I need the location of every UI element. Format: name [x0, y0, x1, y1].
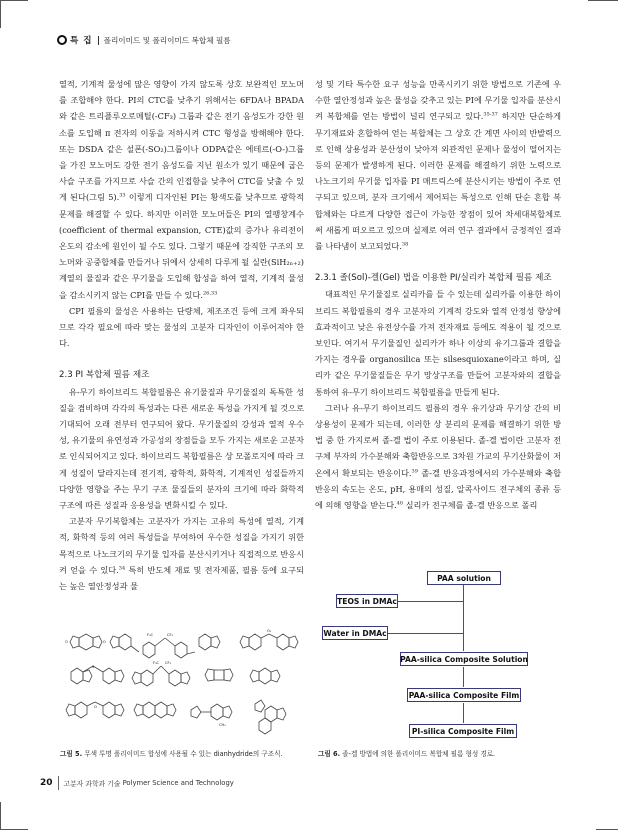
section-label: 특 집: [70, 36, 93, 46]
cf3-label: F₃C: [147, 633, 154, 637]
oxygen-label: O: [65, 640, 68, 644]
structure-dsda: [240, 634, 298, 650]
cf3-label: CF₃: [167, 633, 174, 637]
crop-mark-top-left: [0, 0, 1, 28]
sulfur-label: S: [92, 665, 95, 669]
figure-5-caption: 그림 5. 무색 투명 폴리이미드 합성에 사용될 수 있는 dianhydride의 구조식.: [60, 750, 283, 758]
sulfonyl-label: O₂: [267, 629, 272, 633]
flow-line: [463, 667, 464, 687]
citation: 39: [411, 467, 418, 474]
journal-title-korean: 고분자 과학과 기술: [63, 780, 121, 788]
left-column: [59, 76, 304, 594]
oxygen-label: O: [94, 705, 97, 709]
main-flow-line: [463, 585, 464, 651]
structure-6fda-bpada: [110, 634, 220, 658]
node-paa-solution: PAA solution: [427, 571, 501, 585]
teos-arrow: [398, 601, 463, 602]
oxygen-label: O: [103, 640, 106, 644]
paragraph: 고분자 무기복합체는 고분자가 가지는 고유의 특성에 열적, 기계적, 화학적 등의 여러 특성들을 부여하여 우수한 성질을 가지기 위한 목적으로 나노크기의 무기물 입자를 분산시키거나 직접적으로 반응시켜 얻을 수 있다.$^{34}$ 특히 반도체 재료 및 전자제품, 필름 등에 요구되는 높은 열안정성과 물: [59, 516, 304, 592]
paragraph: 대표적인 무기물질로 실리카를 들 수 있는데 실리카를 이용한 하이브리드 복합필름의 경우 고분자의 기계적 강도와 열적 안정성 향상에 효과적이고 낮은 유전상수를 가져 전자재료 등에도 적용이 될 것으로 보인다. 여기서 무기물질인 실리카가 하나 이상의 유기그룹과 결합을 가지는 경우를 organosilica 또는 silsesquioxane이라고 하며, 실리카 같은 무기물질들은 무기 망상구조를 만들어 고분자와의 결합을 통하여 유-무기 하이브리드 복합필름을 만들게 된다.: [315, 289, 561, 397]
paragraph: 열적, 기계적 물성에 많은 영향이 가지 않도록 상호 보완적인 모노머를 조합해야 한다. PI의 CTC를 낮추기 위해서는 6FDA나 BPADA와 같은 트리플루오로메틸(-CF₃) 그룹과 같은 전기 음성도가 강한 원소를 도입해 π 전자의 이동을 저하시켜 CTC 형성을 방해해야 한다. 또는 DSDA 같은 설폰(-SO₂)그룹이나 ODPA같은 에테르(-O-)그룹을 가진 모노머도 강한 전기 음성도를 지닌 원소가 있기 때문에 굽은 사슬 구조를 가지므로 사슬 간의 인접함을 낮추어 CTC를 낮출 수 있게 된다(그림 5).$^{33}$ 이렇게 디자인된 PI는 황색도를 낮추므로 광학적 문제를 해결할 수 있다. 하지만 이러한 모노머들은 PI의 열팽창계수(coefficient of thermal expansion, CTE)값의 증가나 유리전이온도의 감소에 원인이 될 수도 있다. 그렇기 때문에 강직한 구조의 모노머와 공중합체를 만들거나 뒤에서 상세히 다루게 될 실란(SiH₂ₙ₊₂) 계열의 물질과 같은 무기물을 도입해 합성을 하여 열적, 기계적 물성을 감소시키지 않는 CPI를 만들 수 있다.$^{26,33}$: [59, 79, 304, 300]
section-marker-icon: [57, 35, 67, 45]
figure-5: [59, 622, 309, 760]
figure-6-flowchart: [323, 568, 580, 758]
water-arrow: [388, 633, 463, 634]
citation: 26,33: [202, 289, 218, 296]
methyl-label: CH₃: [219, 723, 226, 727]
node-pi-silica-composite-film: PI-silica Composite Film: [409, 724, 517, 738]
crop-mark-top-left-h: [0, 0, 28, 1]
structure-pmda: [70, 634, 102, 650]
node-water-in-dmac: Water in DMAc: [322, 626, 388, 640]
dianhydride-structures-diagram: [59, 622, 309, 746]
paragraph: 그러나 유-무기 하이브리드 필름의 경우 유기상과 무기상 간의 비상용성이 문제가 되는데, 이러한 상 분리의 문제를 해결하기 위한 방법 중 한 가지로써 졸-겔 법이 주로 이용된다. 졸-겔 법이란 고분자 전구체 부자의 가수분해와 축합반응으로 3차원 가교의 무기산화물이 저온에서 확보되는 반응이다.$^{39}$ 졸-겔 반응과정에서의 가수분해와 축합반응의 속도는 온도, pH, 용매의 성질, 알콕사이드 전구체의 종류 등에 의해 영향을 받는다.$^{40}$ 실리카 전구체를 졸-겔 반응으로 폴리: [315, 402, 561, 511]
header-divider: [98, 36, 99, 45]
citation: 38: [401, 241, 409, 248]
subsection-heading: 2.3.1 졸(Sol)-겔(Gel) 법을 이용한 PI/실리카 복합체 필름 제조: [315, 273, 552, 284]
paragraph: 성 및 기타 특수한 요구 성능을 만족시키기 위한 방법으로 기존에 우수한 열안정성과 높은 물성을 갖추고 있는 PI에 무기물 입자를 분산시켜 복합체를 얻는 방법이 널리 연구되고 있다.$^{35-37}$ 하지만 단순하게 무기재료와 혼합하여 얻는 복합체는 그 상호 간 계면 사이의 반발력으로 인해 상용성과 분산성이 낮아져 외관적인 문제나 물성이 떨어지는 등의 문제가 발생하게 된다. 이러한 문제를 해결하기 위한 노력으로 나노크기의 무기물 입자를 PI 매트릭스에 분산시키는 방법이 주로 연구되고 있으며, 분자 크기에서 제어되는 특성으로 인해 단순 혼합 복합체와는 다르게 다양한 접근이 가능한 장점이 있어 차세대복합체로써 새롭게 떠오르고 있으며 실제로 여러 연구 결과에서 긍정적인 결과를 나타냄이 보고되었다.$^{38}$: [315, 79, 561, 252]
crop-mark-top-right: [588, 0, 618, 1]
structure-row-2: [71, 666, 280, 686]
page-number: 20: [40, 778, 53, 788]
right-column: [315, 76, 561, 513]
footer-divider: [58, 776, 59, 790]
citation: 35-37: [483, 111, 498, 118]
running-header: [57, 33, 231, 47]
flow-line: [463, 703, 464, 723]
node-teos-in-dmac: TEOS in DMAc: [336, 594, 398, 608]
journal-title-english: Polymer Science and Technology: [122, 779, 234, 787]
citation: 34: [118, 565, 126, 572]
node-paa-silica-composite-solution: PAA-silica Composite Solution: [400, 652, 528, 666]
section-heading: 2.3 PI 복합체 필름 제조: [59, 370, 150, 381]
citation: 33: [119, 192, 126, 199]
page-footer: [40, 776, 234, 790]
paragraph: 유-무기 하이브리드 복합필름은 유기물질과 무기물질의 독특한 성질을 겸비하며 각각의 특성과는 다른 새로운 특성을 가지게 될 것으로 기대되어 오래 전부터 연구되어 왔다. 무기물질의 강성과 열적 우수성, 유기물의 유연성과 가공성의 장점들을 모두 가지는 새로운 고분자로 인식되어지고 있다. 하이브리드 복합필름은 상 모폴로지에 따라 크게 성질이 달라지는데 전기적, 광학적, 화학적, 기계적인 성질들까지 다양한 영향을 주는 무기 구조 물질들의 분자의 크기에 따라 화학적 구조에 따른 성질과 응용성을 변화시킬 수 있다.: [59, 386, 304, 511]
structure-row-3: [66, 700, 286, 734]
figure-6-caption: 그림 6. 졸-겔 방법에 의한 폴리이미드 복합체 필름 형성 경로.: [318, 750, 496, 758]
citation: 40: [396, 500, 403, 507]
node-paa-silica-composite-film: PAA-silica Composite Film: [407, 688, 521, 702]
cf3-label: CF₃: [165, 661, 172, 665]
paragraph: CPI 필름의 물성은 사용하는 단량체, 제조조건 등에 크게 좌우되므로 각각 필요에 따라 맞는 물성의 고분자 디자인이 이루어져야 한다.: [59, 305, 304, 349]
crop-mark-bottom-left: [0, 802, 1, 830]
running-title: 폴리이미드 및 폴리이미드 복합체 필름: [103, 35, 231, 45]
cf3-label: F₃C: [153, 661, 160, 665]
